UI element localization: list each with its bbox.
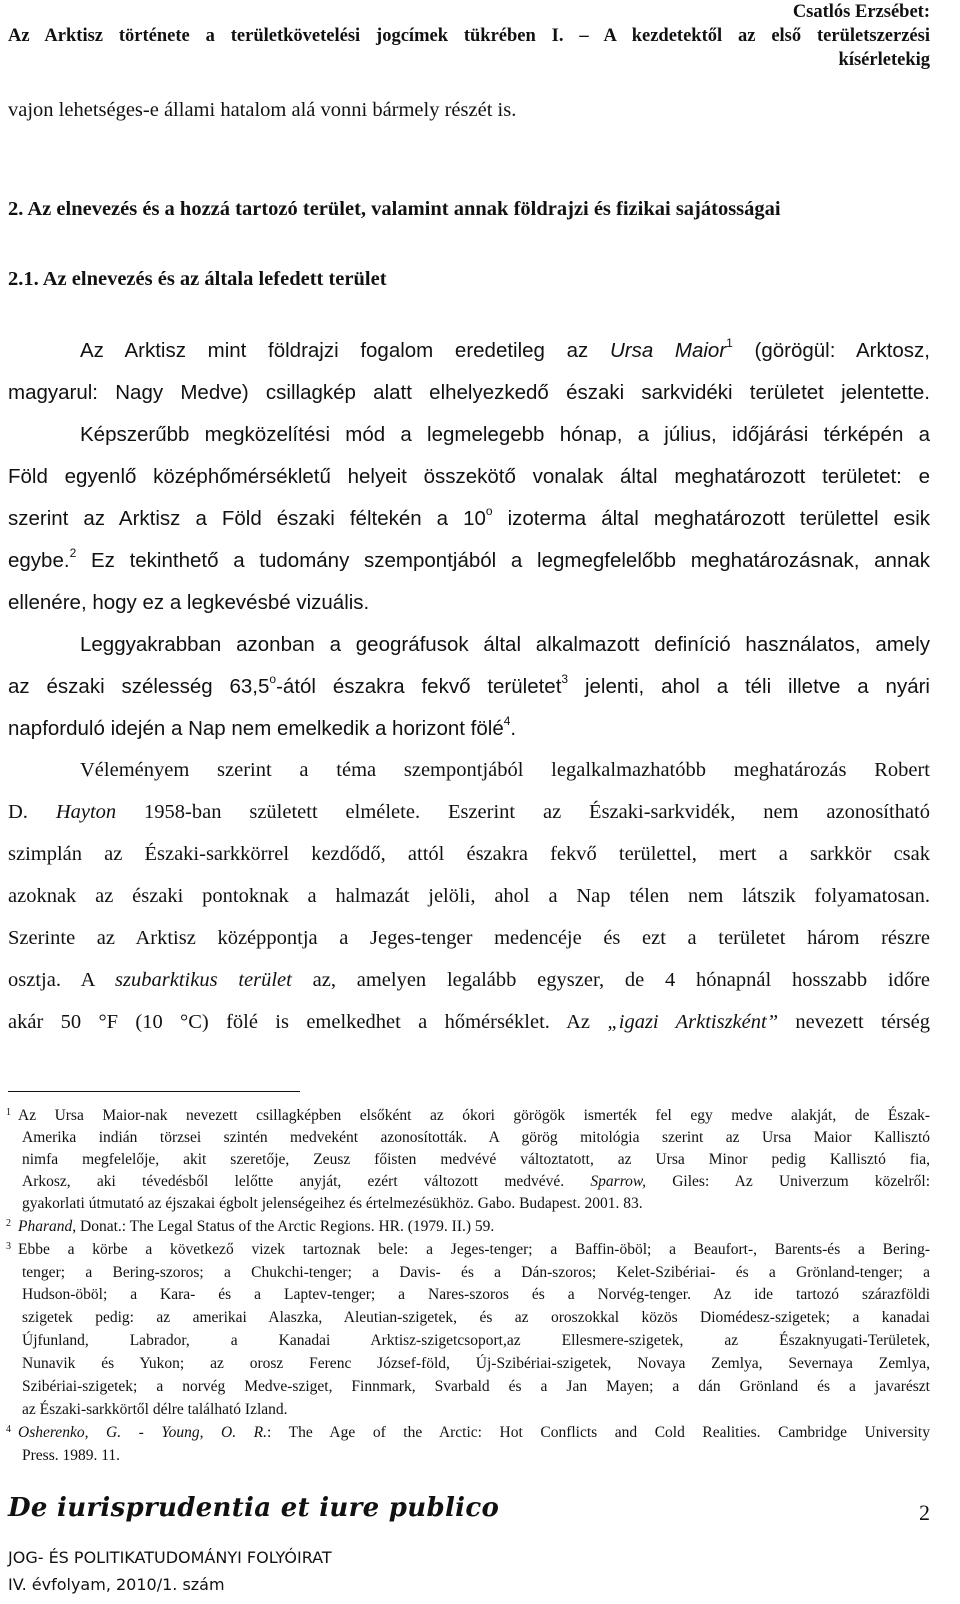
body-line: akár 50 °F (10 °C) fölé is emelkedhet a hőmérséklet. Az „igazi Arktiszként” nevezett térség [8,1011,931,1033]
footnote-line: gyakorlati útmutató az éjszakai égbolt jelenségeihez és értelmezésükhöz. Gabo. Budapest. 2001. 83. [22,1195,643,1212]
header-title-continued: kísérletekig [838,50,930,70]
body-line: magyarul: Nagy Medve) csillagkép alatt elhelyezkedő északi sarkvidéki területet jelentette. [8,381,930,404]
journal-name: JOG- ÉS POLITIKATUDOMÁNYI FOLYÓIRAT [8,1548,332,1567]
journal-issue: IV. évfolyam, 2010/1. szám [8,1575,225,1594]
footnote-1: 1 Az Ursa Maior-nak nevezett csillagképben elsőként az ókori görögök ismerték fel egy medve alakját, de Észak- [6,1107,930,1124]
body-line: egybe.$^2$ Ez tekinthető a tudomány szempontjából a legmegfelelőbb meghatározásnak, annak [8,546,930,572]
footnote-separator [8,1091,300,1092]
footnote-line: Nunavik és Yukon; az orosz Ferenc József-föld, Új-Szibériai-szigetek, Novaya Zemlya, Severnaya Zemlya, [22,1355,930,1372]
footnote-4: 4 Osherenko, G. - Young, O. R.: The Age of the Arctic: Hot Conflicts and Cold Realities. Cambridge University [6,1424,930,1441]
body-line: szerint az Arktisz a Föld északi féltekén a 10$^o$ izoterma által meghatározott területtel esik [8,504,931,530]
body-line: vajon lehetséges-e állami hatalom alá vonni bármely részét is. [8,99,517,121]
header-author: Csatlós Erzsébet: [792,2,930,22]
body-line: Föld egyenlő középhőmérsékletű helyeit összekötő vonalak által meghatározott területet: e [8,465,930,488]
emphasis: „igazi Arktiszként” [607,1011,779,1033]
footnote-line: Amerika indián törzsei szintén medveként azonosították. A görög mitológia szerint az Ursa Maior Kallisztó [22,1129,930,1146]
body-line: szimplán az Északi-sarkkörrel kezdődő, attól északra fekvő területtel, mert a sarkkör csak [8,843,930,865]
body-line: napforduló idején a Nap nem emelkedik a horizont fölé$^4$. [8,714,517,740]
emphasis: Hayton [55,801,117,823]
footnote-line: Szibériai-szigetek; a norvég Medve-sziget, Finnmark, Svarbald és a Jan Mayen; a dán Grönland és a javarészt [22,1378,930,1395]
journal-logo-script: De iurisprudentia et iure publico [8,1493,500,1523]
body-line: Az Arktisz mint földrajzi fogalom eredetileg az Ursa Maior$^1$ (görögül: Arktosz, [80,336,930,362]
footnote-line: Arkosz, aki tévedésből lelőtte anyját, ezért változott medvévé. Sparrow, Giles: Az Univerzum közelről: [22,1173,930,1190]
footnote-line: Újfunland, Labrador, a Kanadai Arktisz-szigetcsoport,az Ellesmere-szigetek, az Északnyugati-Területek, [22,1332,930,1349]
body-line: D. Hayton 1958-ban született elmélete. Eszerint az Északi-sarkvidék, nem azonosítható [8,801,930,823]
footnote-ref[interactable]: 3 [561,672,569,686]
body-line: az északi szélesség 63,5$^o$-ától északra fekvő területet$^3$ jelenti, ahol a téli illetve a nyári [8,672,930,698]
footnote-line: nimfa megfelelője, akit szeretője, Zeusz főisten medvévé változtatott, az Ursa Minor pedig Kallisztó fia, [22,1151,930,1168]
page-number: 2 [919,1500,930,1525]
body-line: Szerinte az Arktisz középpontja a Jeges-tenger medencéje és ezt a területet három részre [8,927,930,949]
footnote-line: tenger; a Bering-szoros; a Chukchi-tenger; a Davis- és a Dán-szoros; Kelet-Szibériai- és a Grönland-tenger; a [22,1264,930,1281]
footnote-line: szigetek pedig: az amerikai Alaszka, Aleutian-szigetek, és az oroszokkal közös Diomédesz-szigetek; a kanadai [22,1309,930,1326]
emphasis: szubarktikus terület [115,969,292,991]
running-header [8,0,930,72]
body-line: ellenére, hogy ez a legkevésbé vizuális. [8,591,370,614]
subsection-heading: 2.1. Az elnevezés és az általa lefedett terület [8,268,387,290]
body-line: Véleményem szerint a téma szempontjából legalkalmazhatóbb meghatározás Robert [80,759,930,781]
body-line: osztja. A szubarktikus terület az, amelyen legalább egyszer, de 4 hónapnál hosszabb időre [8,969,930,991]
footnote-ref[interactable]: 4 [503,714,511,728]
section-heading: 2. Az elnevezés és a hozzá tartozó terület, valamint annak földrajzi és fizikai sajátosságai [8,198,781,220]
header-title: Az Arktisz története a területkövetelési jogcímek tükrében I. – A kezdetektől az első területszerzési [8,26,930,46]
footnote-2: 2 Pharand, Donat.: The Legal Status of the Arctic Regions. HR. (1979. II.) 59. [6,1218,495,1235]
body-line: azoknak az északi pontoknak a halmazát jelöli, ahol a Nap télen nem látszik folyamatosan. [8,885,930,907]
footnote-line: az Északi-sarkkörtől délre található Izland. [22,1401,288,1418]
footnote-ref[interactable]: 2 [69,546,77,560]
footnote-ref[interactable]: 1 [726,336,733,350]
body-line: Leggyakrabban azonban a geográfusok által alkalmazott definíció használatos, amely [80,633,930,656]
footnote-3: 3 Ebbe a körbe a következő vizek tartoznak bele: a Jeges-tenger; a Baffin-öböl; a Beaufort-, Barents-és a Bering- [6,1241,930,1258]
emphasis: Ursa Maior [609,339,727,362]
body-line: Képszerűbb megközelítési mód a legmelegebb hónap, a július, időjárási térképén a [80,423,930,446]
footnote-line: Press. 1989. 11. [22,1447,121,1464]
footnote-line: Hudson-öböl; a Kara- és a Laptev-tenger; a Nares-szoros és a Norvég-tenger. Az ide tartozó szárazföldi [22,1286,930,1303]
